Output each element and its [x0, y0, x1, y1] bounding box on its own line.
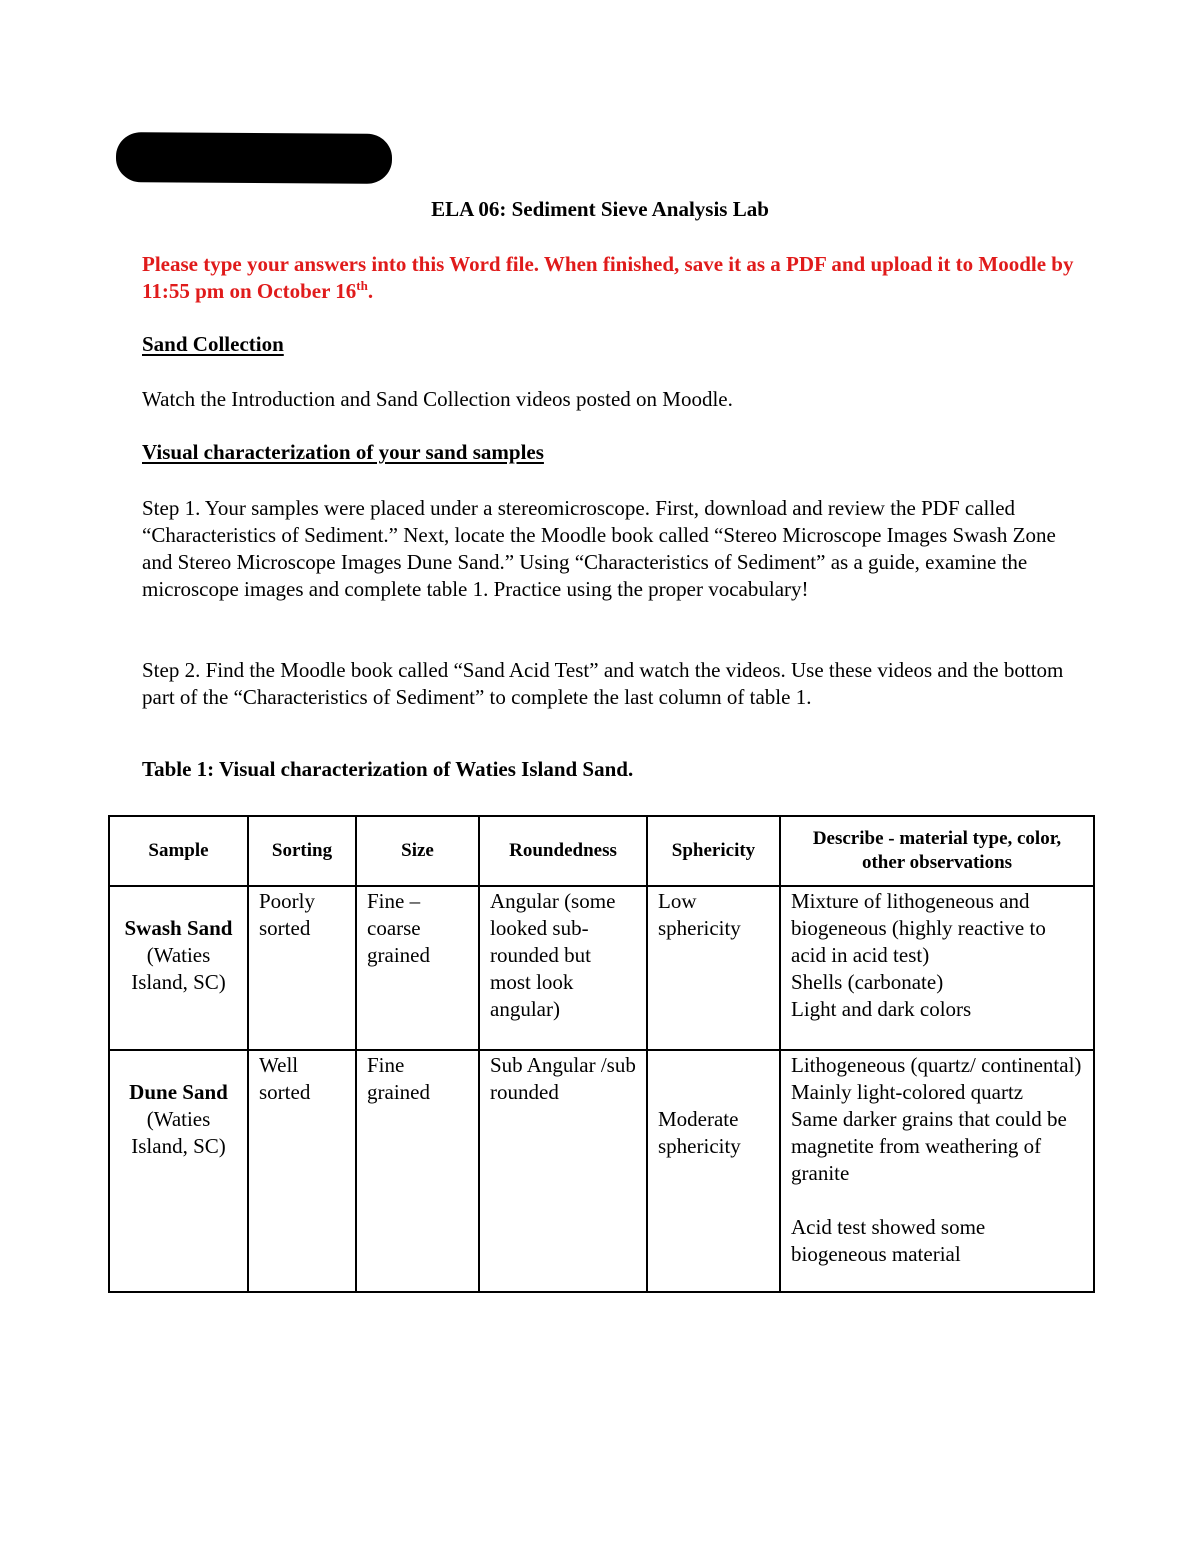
sample-name: Swash Sand	[124, 916, 233, 940]
step2-paragraph: Step 2. Find the Moodle book called “Sand Acid Test” and watch the videos. Use these videos and the bottom part of the “Characteristics of Sediment” to complete the last column of table 1.	[142, 658, 1064, 709]
header-size: Size	[356, 816, 479, 886]
sample-name: Dune Sand	[129, 1080, 228, 1104]
description-line: Mainly light-colored quartz	[791, 1080, 1024, 1104]
header-roundedness: Roundedness	[479, 816, 647, 886]
description-line: Lithogeneous (quartz/ continental)	[791, 1053, 1082, 1077]
description-cell	[780, 886, 1094, 1050]
sand-collection-body: Watch the Introduction and Sand Collection videos posted on Moodle.	[142, 387, 733, 411]
instructions-superscript: th	[356, 278, 368, 293]
header-sphericity: Sphericity	[647, 816, 780, 886]
description-line: Light and dark colors	[791, 997, 972, 1021]
heading-sand-collection: Sand Collection	[142, 332, 284, 356]
sphericity-value: Moderate sphericity	[658, 1107, 741, 1158]
roundedness-cell: Angular (some looked sub-rounded but most look angular)	[479, 886, 647, 1050]
sorting-cell: Poorly sorted	[248, 886, 356, 1050]
sample-cell	[109, 886, 248, 1050]
sand-collection-text	[142, 386, 1072, 413]
instructions-end: .	[367, 279, 374, 303]
roundedness-cell: Sub Angular /sub rounded	[479, 1050, 647, 1292]
step1-paragraph: Step 1. Your samples were placed under a stereomicroscope. First, download and review the PDF called “Characteristics of Sediment.” Next, locate the Moodle book called “Stereo Microscope Images Swash Zone and Stereo Microscope Images Dune Sand.” Using “Characteristics of Sediment” as a guide, examine the microscope images and complete table 1. Practice using the proper vocabulary!	[142, 496, 1056, 601]
document-title: ELA 06: Sediment Sieve Analysis Lab	[431, 197, 769, 221]
table-caption: Table 1: Visual characterization of Waties Island Sand.	[142, 757, 634, 781]
submission-instructions	[142, 251, 1082, 305]
description-line: Same darker grains that could be magnetite from weathering of granite	[791, 1107, 1067, 1185]
header-sorting: Sorting	[248, 816, 356, 886]
sample-location: (Waties Island, SC)	[131, 943, 226, 994]
sand-characterization-table	[108, 815, 1095, 1293]
description-line: Acid test showed some biogeneous material	[791, 1215, 986, 1266]
sample-cell	[109, 1050, 248, 1292]
description-blank-line	[791, 1187, 1083, 1214]
heading-visual-characterization: Visual characterization of your sand samples	[142, 440, 544, 464]
table-row	[109, 886, 1094, 1050]
header-description: Describe - material type, color, other observations	[780, 816, 1094, 886]
redacted-name-block	[116, 132, 392, 184]
sample-location: (Waties Island, SC)	[131, 1107, 226, 1158]
instructions-text: Please type your answers into this Word file. When finished, save it as a PDF and upload it to Moodle by 11:55 pm on October 16	[142, 252, 1074, 303]
table-row	[109, 1050, 1094, 1292]
step2-text	[142, 657, 1072, 711]
header-sample: Sample	[109, 816, 248, 886]
description-line: Shells (carbonate)	[791, 970, 944, 994]
sorting-cell: Well sorted	[248, 1050, 356, 1292]
description-cell	[780, 1050, 1094, 1292]
size-cell: Fine – coarse grained	[356, 886, 479, 1050]
step1-text	[142, 495, 1072, 603]
sphericity-cell	[647, 1050, 780, 1292]
description-line: Mixture of lithogeneous and biogeneous (highly reactive to acid in acid test)	[791, 889, 1046, 967]
size-cell: Fine grained	[356, 1050, 479, 1292]
table-header-row	[109, 816, 1094, 886]
sphericity-cell: Low sphericity	[647, 886, 780, 1050]
